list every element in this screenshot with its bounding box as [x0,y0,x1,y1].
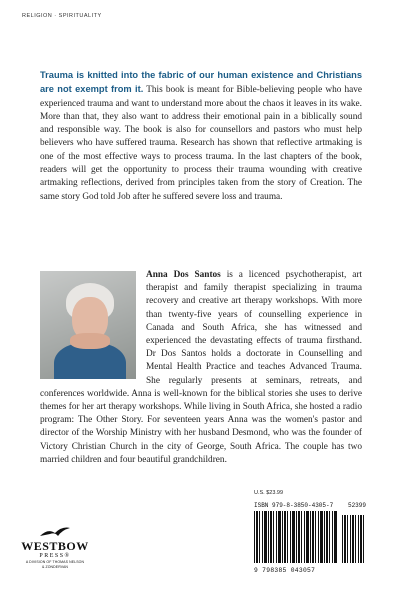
publisher-press: PRESS® [39,553,71,559]
barcode-block [254,490,366,580]
author-photo [40,271,136,379]
isbn-label: ISBN 979-8-3850-4305-7 [254,502,334,509]
description-body: This book is meant for Bible-believing people who have experienced trauma and want to understand more about the chaos it leaves in its wake. More than that, they also want to address their emotional pain in a biblically sound and responsible way. The book is also for counsellors and pastors who must help believers who have suffered trauma. Research has shown that reflective artmaking is one of the most effective ways to process trauma. In the last chapters of the book, readers will get the opportunity to process their trauma wounding with creative artmaking reflections, derived from principles taken from the story of Creation. The same story God told Job after he suffered severe loss and trauma. [40,85,363,202]
publisher-sub-2: & ZONDERVAN [41,564,69,569]
author-bio-text: is a licenced psychotherapist, art therapist and family therapist specializing in trauma recovery and creative art therapy workshops. With more than twenty-five years of counselling experience in Canada and South Africa, she has witnessed and experienced the devastating effects of trauma firsthand. Dr Dos Santos holds a doctorate in Counselling and Mental Health Practice and teaches Advanced Trauma. She regularly presents at seminars, retreats, and conferences worldwide. Anna is well-known for the biblical stories she uses to derive themes for her art therapy workshops. While living in South Africa, she hosted a radio program: The Other Story. For seventeen years Anna was the women's pastor and director of the Worship Ministry with her husband Desmond, who was the founder of Victory Christian Church in the city of George, South Africa. The couple has two married children and four beautiful grandchildren. [40,270,362,465]
barcode-number: 9 798385 043057 [254,567,316,574]
barcode-addon: 52399 [347,502,366,509]
description-lead: Trauma is knitted into the fabric of our human existence and Christians are not exempt from it. [40,70,362,95]
publisher-bird-icon [38,524,72,540]
price-label: U.S. $23.99 [254,490,284,496]
publisher-name: WESTBOW [21,539,89,553]
book-description [40,69,362,204]
author-name: Anna Dos Santos [146,270,221,280]
author-bio [40,269,362,467]
category-label: RELIGION · SPIRITUALITY [22,13,102,19]
publisher-logo [20,524,90,569]
publisher-sub-1: A DIVISION OF THOMAS NELSON [25,560,85,564]
